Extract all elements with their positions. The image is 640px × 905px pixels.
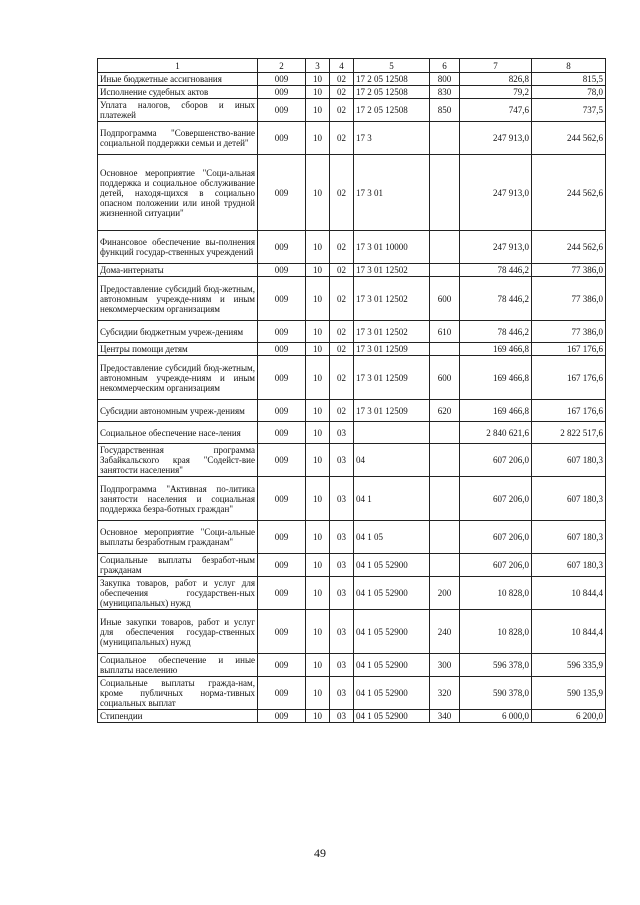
expense-type-cell bbox=[430, 521, 460, 554]
admin-code-cell: 009 bbox=[258, 521, 306, 554]
expense-type-cell: 850 bbox=[430, 99, 460, 122]
amount-year1-cell: 10 828,0 bbox=[460, 610, 532, 654]
subsection-cell: 03 bbox=[330, 554, 354, 577]
header-cell: 1 bbox=[98, 59, 258, 73]
target-article-cell: 04 1 05 52900 bbox=[354, 677, 430, 710]
amount-year1-cell: 6 000,0 bbox=[460, 710, 532, 723]
table-row bbox=[98, 356, 606, 400]
target-article-cell: 17 3 01 12502 bbox=[354, 277, 430, 321]
subsection-cell: 02 bbox=[330, 321, 354, 343]
section-cell: 10 bbox=[306, 521, 330, 554]
amount-year1-cell: 169 466,8 bbox=[460, 356, 532, 400]
amount-year1-cell: 607 206,0 bbox=[460, 477, 532, 521]
table-row bbox=[98, 554, 606, 577]
expense-type-cell: 240 bbox=[430, 610, 460, 654]
subsection-cell: 02 bbox=[330, 155, 354, 231]
target-article-cell: 17 3 bbox=[354, 122, 430, 155]
amount-year1-cell: 10 828,0 bbox=[460, 577, 532, 610]
table-row bbox=[98, 710, 606, 723]
admin-code-cell: 009 bbox=[258, 356, 306, 400]
header-cell: 8 bbox=[532, 59, 606, 73]
amount-year1-cell: 590 378,0 bbox=[460, 677, 532, 710]
amount-year2-cell: 77 386,0 bbox=[532, 277, 606, 321]
table-row bbox=[98, 610, 606, 654]
amount-year1-cell: 79,2 bbox=[460, 86, 532, 99]
amount-year2-cell: 77 386,0 bbox=[532, 321, 606, 343]
amount-year2-cell: 167 176,6 bbox=[532, 356, 606, 400]
amount-year2-cell: 6 200,0 bbox=[532, 710, 606, 723]
budget-table bbox=[97, 58, 606, 723]
admin-code-cell: 009 bbox=[258, 73, 306, 86]
target-article-cell bbox=[354, 422, 430, 444]
header-cell: 6 bbox=[430, 59, 460, 73]
row-name-cell: Предоставление субсидий бюд-жетным, автономным учрежде-ниям и иным некоммерческим организациям bbox=[98, 277, 258, 321]
header-cell: 2 bbox=[258, 59, 306, 73]
row-name-cell: Закупка товаров, работ и услуг для обеспечения государствен-ных (муниципальных) нужд bbox=[98, 577, 258, 610]
amount-year2-cell: 10 844,4 bbox=[532, 577, 606, 610]
row-name-cell: Центры помощи детям bbox=[98, 343, 258, 356]
target-article-cell: 17 2 05 12508 bbox=[354, 99, 430, 122]
admin-code-cell: 009 bbox=[258, 677, 306, 710]
section-cell: 10 bbox=[306, 610, 330, 654]
row-name-cell: Подпрограмма "Совершенство-вание социальной поддержки семьи и детей" bbox=[98, 122, 258, 155]
expense-type-cell bbox=[430, 231, 460, 264]
amount-year2-cell: 244 562,6 bbox=[532, 155, 606, 231]
subsection-cell: 03 bbox=[330, 654, 354, 677]
expense-type-cell: 610 bbox=[430, 321, 460, 343]
subsection-cell: 02 bbox=[330, 356, 354, 400]
target-article-cell: 17 3 01 12509 bbox=[354, 400, 430, 422]
admin-code-cell: 009 bbox=[258, 654, 306, 677]
target-article-cell: 17 3 01 12502 bbox=[354, 321, 430, 343]
target-article-cell: 17 3 01 12509 bbox=[354, 343, 430, 356]
amount-year1-cell: 78 446,2 bbox=[460, 277, 532, 321]
subsection-cell: 02 bbox=[330, 122, 354, 155]
subsection-cell: 02 bbox=[330, 264, 354, 277]
target-article-cell: 04 1 bbox=[354, 477, 430, 521]
admin-code-cell: 009 bbox=[258, 477, 306, 521]
section-cell: 10 bbox=[306, 343, 330, 356]
amount-year1-cell: 247 913,0 bbox=[460, 231, 532, 264]
amount-year2-cell: 244 562,6 bbox=[532, 231, 606, 264]
subsection-cell: 03 bbox=[330, 577, 354, 610]
target-article-cell: 04 1 05 52900 bbox=[354, 710, 430, 723]
subsection-cell: 03 bbox=[330, 677, 354, 710]
target-article-cell: 04 bbox=[354, 444, 430, 477]
table-row bbox=[98, 677, 606, 710]
section-cell: 10 bbox=[306, 86, 330, 99]
section-cell: 10 bbox=[306, 321, 330, 343]
header-cell: 7 bbox=[460, 59, 532, 73]
subsection-cell: 02 bbox=[330, 231, 354, 264]
row-name-cell: Государственная программа Забайкальского края "Содейст-вие занятости населения" bbox=[98, 444, 258, 477]
section-cell: 10 bbox=[306, 231, 330, 264]
row-name-cell: Социальное обеспечение насе-ления bbox=[98, 422, 258, 444]
amount-year1-cell: 78 446,2 bbox=[460, 321, 532, 343]
section-cell: 10 bbox=[306, 677, 330, 710]
row-name-cell: Стипендии bbox=[98, 710, 258, 723]
admin-code-cell: 009 bbox=[258, 321, 306, 343]
expense-type-cell bbox=[430, 444, 460, 477]
amount-year2-cell: 737,5 bbox=[532, 99, 606, 122]
amount-year1-cell: 596 378,0 bbox=[460, 654, 532, 677]
target-article-cell: 17 3 01 bbox=[354, 155, 430, 231]
expense-type-cell: 340 bbox=[430, 710, 460, 723]
amount-year2-cell: 167 176,6 bbox=[532, 343, 606, 356]
section-cell: 10 bbox=[306, 710, 330, 723]
expense-type-cell bbox=[430, 155, 460, 231]
expense-type-cell: 600 bbox=[430, 277, 460, 321]
table-row bbox=[98, 477, 606, 521]
expense-type-cell bbox=[430, 554, 460, 577]
section-cell: 10 bbox=[306, 654, 330, 677]
table-row bbox=[98, 577, 606, 610]
subsection-cell: 02 bbox=[330, 277, 354, 321]
subsection-cell: 03 bbox=[330, 610, 354, 654]
target-article-cell: 04 1 05 52900 bbox=[354, 577, 430, 610]
expense-type-cell bbox=[430, 343, 460, 356]
section-cell: 10 bbox=[306, 577, 330, 610]
table-row bbox=[98, 444, 606, 477]
section-cell: 10 bbox=[306, 422, 330, 444]
target-article-cell: 17 3 01 12509 bbox=[354, 356, 430, 400]
target-article-cell: 04 1 05 52900 bbox=[354, 654, 430, 677]
subsection-cell: 02 bbox=[330, 400, 354, 422]
table-row bbox=[98, 343, 606, 356]
row-name-cell: Социальное обеспечение и иные выплаты населению bbox=[98, 654, 258, 677]
section-cell: 10 bbox=[306, 444, 330, 477]
admin-code-cell: 009 bbox=[258, 277, 306, 321]
target-article-cell: 04 1 05 52900 bbox=[354, 610, 430, 654]
table-row bbox=[98, 231, 606, 264]
row-name-cell: Подпрограмма "Активная по-литика занятости населения и социальная поддержка безра-ботных граждан" bbox=[98, 477, 258, 521]
amount-year2-cell: 607 180,3 bbox=[532, 477, 606, 521]
row-name-cell: Дома-интернаты bbox=[98, 264, 258, 277]
amount-year1-cell: 169 466,8 bbox=[460, 400, 532, 422]
header-cell: 3 bbox=[306, 59, 330, 73]
admin-code-cell: 009 bbox=[258, 155, 306, 231]
expense-type-cell bbox=[430, 122, 460, 155]
header-cell: 4 bbox=[330, 59, 354, 73]
row-name-cell: Основное мероприятие "Соци-альные выплаты безработным гражданам" bbox=[98, 521, 258, 554]
row-name-cell: Субсидии автономным учреж-дениям bbox=[98, 400, 258, 422]
row-name-cell: Финансовое обеспечение вы-полнения функций государ-ственных учреждений bbox=[98, 231, 258, 264]
admin-code-cell: 009 bbox=[258, 554, 306, 577]
section-cell: 10 bbox=[306, 477, 330, 521]
admin-code-cell: 009 bbox=[258, 99, 306, 122]
admin-code-cell: 009 bbox=[258, 231, 306, 264]
section-cell: 10 bbox=[306, 122, 330, 155]
section-cell: 10 bbox=[306, 400, 330, 422]
subsection-cell: 03 bbox=[330, 710, 354, 723]
expense-type-cell: 300 bbox=[430, 654, 460, 677]
row-name-cell: Основное мероприятие "Соци-альная поддержка и социальное обслуживание детей, находя-щихся в социально опасном положении или иной трудной жизненной ситуации" bbox=[98, 155, 258, 231]
admin-code-cell: 009 bbox=[258, 86, 306, 99]
admin-code-cell: 009 bbox=[258, 610, 306, 654]
target-article-cell: 04 1 05 52900 bbox=[354, 554, 430, 577]
row-name-cell: Социальные выплаты безработ-ным гражданам bbox=[98, 554, 258, 577]
expense-type-cell: 320 bbox=[430, 677, 460, 710]
expense-type-cell: 800 bbox=[430, 73, 460, 86]
amount-year2-cell: 607 180,3 bbox=[532, 554, 606, 577]
row-name-cell: Предоставление субсидий бюд-жетным, автономным учрежде-ниям и иным некоммерческим организациям bbox=[98, 356, 258, 400]
section-cell: 10 bbox=[306, 155, 330, 231]
amount-year2-cell: 607 180,3 bbox=[532, 444, 606, 477]
table-row bbox=[98, 521, 606, 554]
amount-year2-cell: 2 822 517,6 bbox=[532, 422, 606, 444]
table-row bbox=[98, 422, 606, 444]
target-article-cell: 04 1 05 bbox=[354, 521, 430, 554]
amount-year1-cell: 169 466,8 bbox=[460, 343, 532, 356]
expense-type-cell: 620 bbox=[430, 400, 460, 422]
table-row bbox=[98, 155, 606, 231]
section-cell: 10 bbox=[306, 356, 330, 400]
admin-code-cell: 009 bbox=[258, 444, 306, 477]
amount-year2-cell: 815,5 bbox=[532, 73, 606, 86]
amount-year2-cell: 244 562,6 bbox=[532, 122, 606, 155]
expense-type-cell: 200 bbox=[430, 577, 460, 610]
expense-type-cell bbox=[430, 264, 460, 277]
subsection-cell: 03 bbox=[330, 477, 354, 521]
expense-type-cell: 600 bbox=[430, 356, 460, 400]
table-row bbox=[98, 277, 606, 321]
row-name-cell: Иные закупки товаров, работ и услуг для обеспечения государ-ственных (муниципальных) нужд bbox=[98, 610, 258, 654]
subsection-cell: 03 bbox=[330, 422, 354, 444]
row-name-cell: Уплата налогов, сборов и иных платежей bbox=[98, 99, 258, 122]
subsection-cell: 02 bbox=[330, 86, 354, 99]
expense-type-cell bbox=[430, 422, 460, 444]
row-name-cell: Иные бюджетные ассигнования bbox=[98, 73, 258, 86]
amount-year2-cell: 78,0 bbox=[532, 86, 606, 99]
section-cell: 10 bbox=[306, 99, 330, 122]
amount-year2-cell: 10 844,4 bbox=[532, 610, 606, 654]
admin-code-cell: 009 bbox=[258, 400, 306, 422]
expense-type-cell: 830 bbox=[430, 86, 460, 99]
section-cell: 10 bbox=[306, 73, 330, 86]
table-row bbox=[98, 400, 606, 422]
header-cell: 5 bbox=[354, 59, 430, 73]
amount-year1-cell: 247 913,0 bbox=[460, 122, 532, 155]
table-row bbox=[98, 654, 606, 677]
amount-year2-cell: 596 335,9 bbox=[532, 654, 606, 677]
table-row bbox=[98, 122, 606, 155]
amount-year2-cell: 167 176,6 bbox=[532, 400, 606, 422]
subsection-cell: 02 bbox=[330, 99, 354, 122]
amount-year1-cell: 2 840 621,6 bbox=[460, 422, 532, 444]
table-row bbox=[98, 73, 606, 86]
admin-code-cell: 009 bbox=[258, 264, 306, 277]
page-number: 49 bbox=[314, 846, 326, 860]
amount-year1-cell: 247 913,0 bbox=[460, 155, 532, 231]
table-header-row bbox=[98, 59, 606, 73]
amount-year2-cell: 590 135,9 bbox=[532, 677, 606, 710]
table-row bbox=[98, 86, 606, 99]
subsection-cell: 03 bbox=[330, 444, 354, 477]
subsection-cell: 02 bbox=[330, 343, 354, 356]
admin-code-cell: 009 bbox=[258, 710, 306, 723]
table-row bbox=[98, 99, 606, 122]
subsection-cell: 02 bbox=[330, 73, 354, 86]
amount-year1-cell: 607 206,0 bbox=[460, 444, 532, 477]
section-cell: 10 bbox=[306, 554, 330, 577]
admin-code-cell: 009 bbox=[258, 577, 306, 610]
section-cell: 10 bbox=[306, 277, 330, 321]
table-row bbox=[98, 264, 606, 277]
table-body bbox=[98, 59, 606, 723]
amount-year1-cell: 607 206,0 bbox=[460, 554, 532, 577]
target-article-cell: 17 3 01 10000 bbox=[354, 231, 430, 264]
row-name-cell: Исполнение судебных актов bbox=[98, 86, 258, 99]
amount-year1-cell: 747,6 bbox=[460, 99, 532, 122]
target-article-cell: 17 2 05 12508 bbox=[354, 86, 430, 99]
admin-code-cell: 009 bbox=[258, 422, 306, 444]
expense-type-cell bbox=[430, 477, 460, 521]
target-article-cell: 17 3 01 12502 bbox=[354, 264, 430, 277]
subsection-cell: 03 bbox=[330, 521, 354, 554]
amount-year2-cell: 77 386,0 bbox=[532, 264, 606, 277]
amount-year1-cell: 607 206,0 bbox=[460, 521, 532, 554]
amount-year1-cell: 826,8 bbox=[460, 73, 532, 86]
amount-year2-cell: 607 180,3 bbox=[532, 521, 606, 554]
row-name-cell: Субсидии бюджетным учреж-дениям bbox=[98, 321, 258, 343]
table-row bbox=[98, 321, 606, 343]
amount-year1-cell: 78 446,2 bbox=[460, 264, 532, 277]
row-name-cell: Социальные выплаты гражда-нам, кроме публичных норма-тивных социальных выплат bbox=[98, 677, 258, 710]
target-article-cell: 17 2 05 12508 bbox=[354, 73, 430, 86]
section-cell: 10 bbox=[306, 264, 330, 277]
admin-code-cell: 009 bbox=[258, 122, 306, 155]
admin-code-cell: 009 bbox=[258, 343, 306, 356]
